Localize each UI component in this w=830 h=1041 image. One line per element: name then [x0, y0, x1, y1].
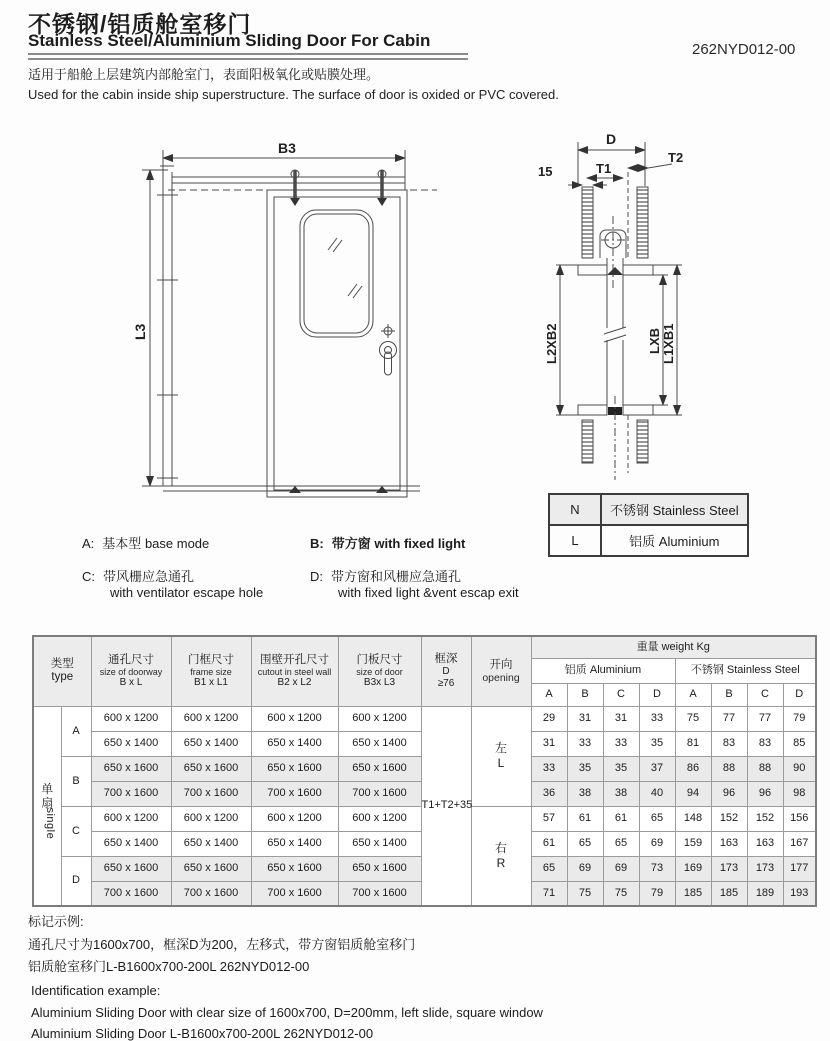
- document-code: 262NYD012-00: [692, 41, 796, 58]
- variant-d-key: D:: [310, 569, 323, 584]
- type-b: B: [61, 756, 91, 806]
- group-single: 单扇 single: [33, 706, 61, 906]
- table-row: 650 x 1400 650 x 1400 650 x 1400 650 x 1400 61 65 65 69 159 163 163 167: [33, 831, 816, 856]
- variant-c-caption-en: [110, 585, 263, 600]
- opening-left: 左 L: [471, 706, 531, 806]
- variant-b-key: B:: [310, 536, 324, 551]
- header-wcol-ss-b: B: [711, 683, 747, 706]
- door-panel: [267, 190, 407, 497]
- dim-label-d: D: [606, 131, 617, 147]
- header-material-stainless: 不锈钢 Stainless Steel: [675, 658, 816, 683]
- frame-head: [578, 265, 653, 275]
- table-row: B 650 x 1600 650 x 1600 650 x 1600 650 x 1600 33 35 35 37 86 88 88 90: [33, 756, 816, 781]
- identification-example-heading: Identification example:: [31, 983, 161, 998]
- doorway-left-jamb: [157, 166, 178, 486]
- variant-d-en: with fixed light &vent escap exit: [338, 585, 519, 600]
- header-wcol-al-c: C: [603, 683, 639, 706]
- dim-label-t1: T1: [596, 161, 612, 176]
- header-weight: 重量 weight Kg: [531, 636, 816, 658]
- legend-row-aluminium: [549, 525, 748, 556]
- table-row: 700 x 1600 700 x 1600 700 x 1600 700 x 1600 71 75 75 79 185 185 189 193: [33, 881, 816, 906]
- description-en: Used for the cabin inside ship superstructure. The surface of door is oxided or PVC covered.: [28, 87, 559, 102]
- header-wcol-al-b: B: [567, 683, 603, 706]
- variant-b-zh: 带方窗: [331, 536, 371, 551]
- material-legend-table: [548, 493, 749, 557]
- roller-assembly: [600, 216, 626, 288]
- variant-b-caption: [310, 533, 465, 552]
- table-row: 650 x 1400 650 x 1400 650 x 1400 650 x 1400 31 33 33 35 81 83 83 85: [33, 731, 816, 756]
- legend-code-n: N: [549, 494, 601, 525]
- bulkhead-wall-bottom-left: [582, 420, 593, 463]
- type-d: D: [61, 856, 91, 906]
- header-frame: 门框尺寸 frame size B1 x L1: [171, 636, 251, 706]
- specification-table: [32, 635, 817, 907]
- opening-right: 右 R: [471, 806, 531, 906]
- dim-label-l3: L3: [132, 323, 148, 340]
- header-wcol-al-a: A: [531, 683, 567, 706]
- header-opening: 开向 opening: [471, 636, 531, 706]
- variant-b-en: with fixed light: [374, 536, 466, 551]
- variant-a-caption: [82, 533, 209, 552]
- table-row: 单扇 single A 600 x 1200 600 x 1200 600 x 1200 600 x 1200 T1+T2+35 左 L 29 31 31 33 75 77 77 79: [33, 706, 816, 731]
- header-depth: 框深 D ≥76: [421, 636, 471, 706]
- variant-d-caption-en: [338, 585, 519, 600]
- variant-a-key: A:: [82, 536, 95, 551]
- header-cutout: 围壁开孔尺寸 cutout in steel wall B2 x L2: [251, 636, 338, 706]
- type-c: C: [61, 806, 91, 856]
- marking-example-line2-zh: 铝质舱室移门L-B1600x700-200L 262NYD012-00: [28, 959, 310, 974]
- door-handle: [380, 342, 397, 376]
- door-window: [300, 210, 373, 337]
- legend-row-stainless: [549, 494, 748, 525]
- dim-label-l1xb1: L1XB1: [661, 323, 676, 364]
- dim-label-l2xb2: L2XB2: [544, 323, 559, 364]
- page-title-en: Stainless Steel/Aluminium Sliding Door For Cabin: [28, 31, 431, 50]
- marking-example-heading-zh: 标记示例:: [28, 914, 84, 929]
- header-door-size: 门板尺寸 size of door B3x L3: [338, 636, 421, 706]
- header-type: 类型 type: [33, 636, 91, 706]
- door-lock: [381, 324, 395, 338]
- header-wcol-ss-c: C: [747, 683, 783, 706]
- title-double-rule: [28, 53, 468, 60]
- variant-a-en: base mode: [144, 536, 210, 551]
- bulkhead-wall-top-left: [582, 187, 593, 258]
- dim-label-15: 15: [538, 164, 553, 179]
- identification-example-line1: Aluminium Sliding Door with clear size of 1600x700, D=200mm, left slide, square window: [31, 1005, 543, 1020]
- table-row: 700 x 1600 700 x 1600 700 x 1600 700 x 1600 36 38 38 40 94 96 96 98: [33, 781, 816, 806]
- door-panel-section: [604, 258, 626, 405]
- bulkhead-wall-bottom-right: [637, 420, 648, 463]
- depth-value: T1+T2+35: [421, 706, 471, 906]
- legend-code-l: L: [549, 525, 601, 556]
- header-wcol-ss-d: D: [783, 683, 816, 706]
- door-elevation-drawing: [128, 128, 468, 506]
- dim-label-lxb: LXB: [647, 328, 662, 354]
- door-section-drawing: [520, 128, 820, 498]
- dim-label-b3: B3: [278, 140, 296, 156]
- hanger-bolt-right: [377, 170, 387, 206]
- table-row: D 650 x 1600 650 x 1600 650 x 1600 650 x 1600 65 69 69 73 169 173 173 177: [33, 856, 816, 881]
- variant-c-zh: 带风栅应急通孔: [103, 569, 195, 584]
- identification-example-line2: Aluminium Sliding Door L-B1600x700-200L 262NYD012-00: [31, 1026, 374, 1041]
- dim-label-t2: T2: [668, 150, 684, 165]
- bulkhead-wall-top-right: [637, 187, 648, 258]
- type-a: A: [61, 706, 91, 756]
- header-wcol-ss-a: A: [675, 683, 711, 706]
- variant-c-caption: [82, 566, 194, 585]
- variant-d-caption: [310, 566, 461, 585]
- table-row: C 600 x 1200 600 x 1200 600 x 1200 600 x 1200 右 R 57 61 61 65 148 152 152 156: [33, 806, 816, 831]
- page-title-zh: 不锈钢/铝质舱室移门: [28, 11, 252, 37]
- variant-c-en: with ventilator escape hole: [110, 585, 264, 600]
- header-doorway: 通孔尺寸 size of doorway B x L: [91, 636, 171, 706]
- description-zh: 适用于船舱上层建筑内部舱室门，表面阳极氧化或贴膜处理。: [28, 67, 380, 82]
- legend-label-stainless: 不锈钢 Stainless Steel: [601, 494, 748, 525]
- legend-label-aluminium: 铝质 Aluminium: [601, 525, 748, 556]
- marking-example-line1-zh: 通孔尺寸为1600x700，框深D为200，左移式，带方窗铝质舱室移门: [28, 937, 416, 952]
- sliding-track: [168, 177, 437, 190]
- variant-d-zh: 带方窗和风栅应急通孔: [331, 569, 462, 584]
- variant-c-key: C:: [82, 569, 95, 584]
- header-wcol-al-d: D: [639, 683, 675, 706]
- variant-a-zh: 基本型: [102, 536, 142, 551]
- hanger-bolt-left: [290, 170, 300, 206]
- header-material-aluminium: 铝质 Aluminium: [531, 658, 675, 683]
